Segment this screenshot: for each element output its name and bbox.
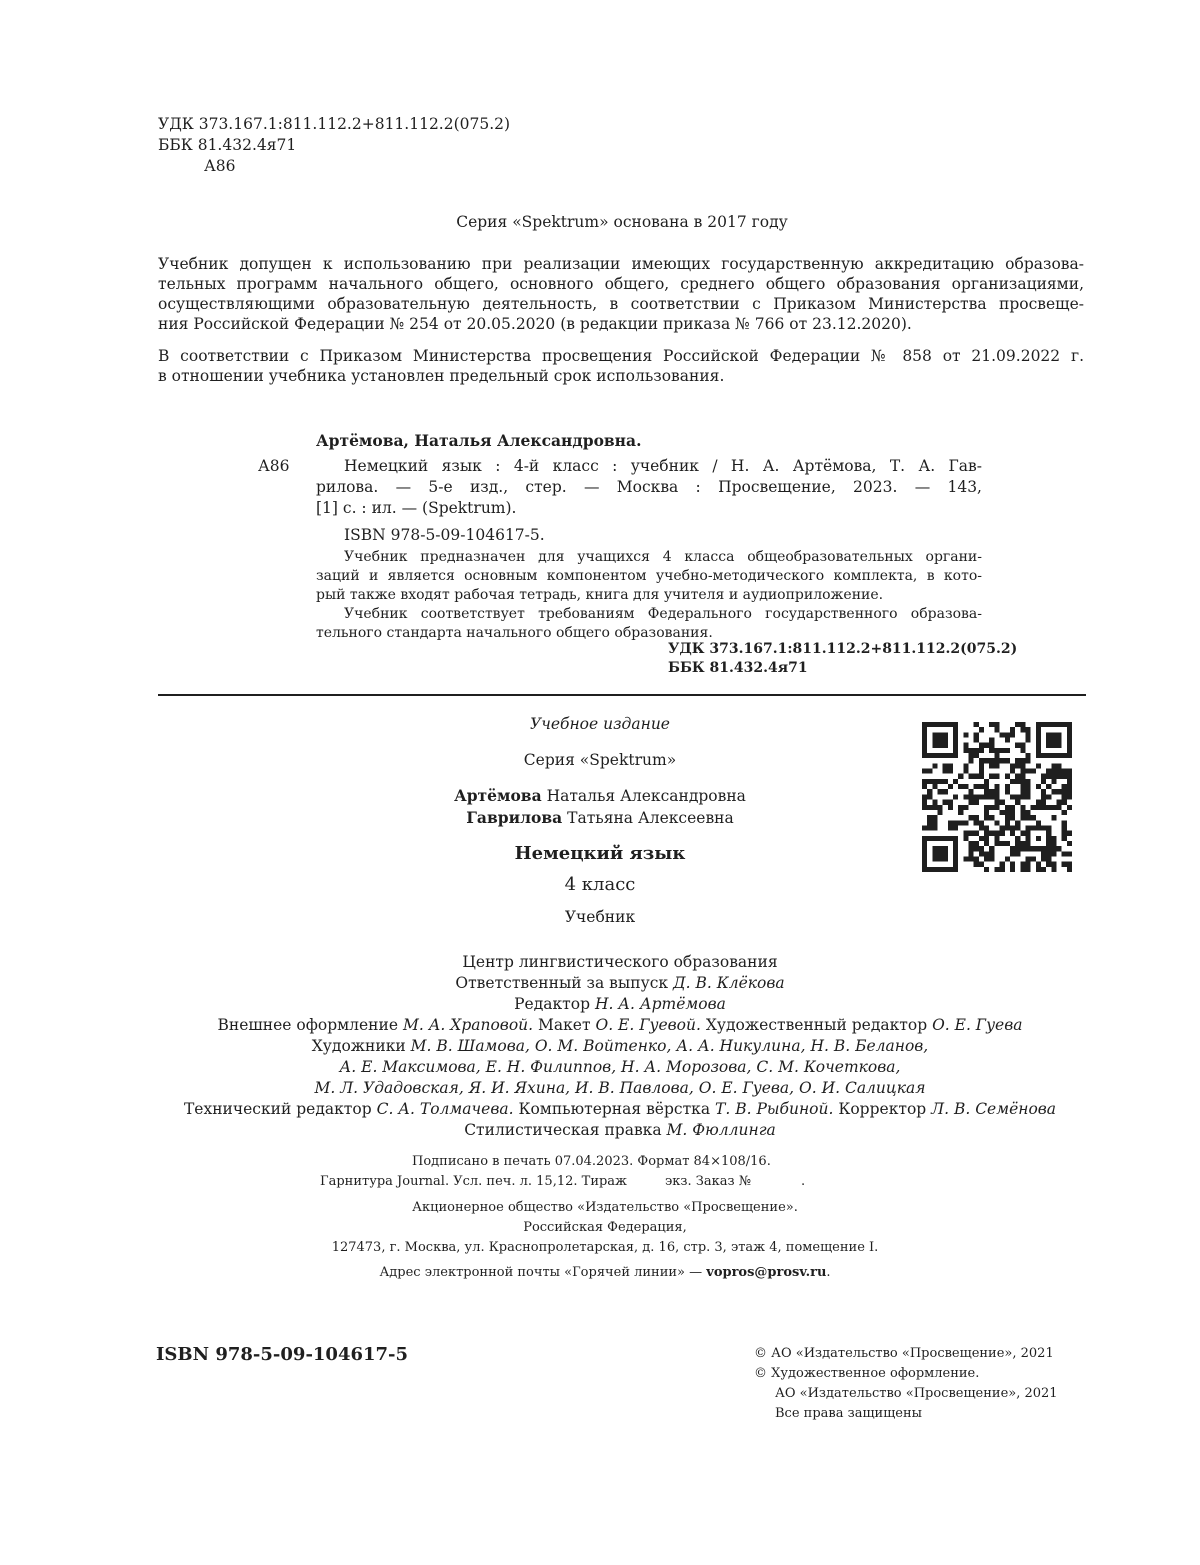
design-name: М. А. Храповой. bbox=[402, 1016, 534, 1034]
catalog-isbn-text: ISBN 978-5-09-104617-5. bbox=[344, 526, 545, 544]
style-name: М. Фюллинга bbox=[666, 1121, 776, 1139]
email-link[interactable]: vopros@prosv.ru bbox=[706, 1265, 827, 1280]
book-grade: 4 класс bbox=[564, 874, 636, 895]
author2-surname: Гаврилова bbox=[466, 808, 563, 827]
annotation-line: Учебник соответствует требованиям Федерального государственного образова- bbox=[344, 606, 982, 622]
art-editor-label: Художественный редактор bbox=[705, 1016, 928, 1034]
annotation-line: заций и является основным компонентом учебно-методического комплекта, в кото- bbox=[316, 568, 982, 584]
responsible-label: Ответственный за выпуск bbox=[455, 974, 669, 992]
author2-line bbox=[300, 807, 900, 829]
credits-design bbox=[100, 1015, 1140, 1036]
publisher-country: Российская Федерация, bbox=[523, 1220, 687, 1235]
credits bbox=[100, 952, 1140, 1141]
book-title: Немецкий язык bbox=[514, 843, 686, 864]
rights-line: Все права защищены bbox=[775, 1406, 922, 1421]
order-label: экз. Заказ № bbox=[665, 1174, 752, 1189]
artists-line: М. В. Шамова, О. М. Войтенко, А. А. Никулина, Н. В. Беланов, bbox=[410, 1037, 929, 1055]
print-run-label: Гарнитура Journal. Усл. печ. л. 15,12. Тираж bbox=[320, 1174, 628, 1189]
responsible-name: Д. В. Клёкова bbox=[673, 974, 785, 992]
style-label: Стилистическая правка bbox=[464, 1121, 662, 1139]
series-note bbox=[158, 212, 1086, 233]
catalog-bbk: ББК 81.432.4я71 bbox=[668, 660, 808, 676]
email-label: Адрес электронной почты «Горячей линии» — bbox=[379, 1265, 703, 1280]
author1-surname: Артёмова bbox=[454, 786, 542, 805]
imprint-top bbox=[300, 714, 900, 928]
print-info-line1: Подписано в печать 07.04.2023. Формат 84×108/16. bbox=[412, 1154, 771, 1169]
annotation-line: Учебник предназначен для учащихся 4 класса общеобразовательных органи- bbox=[344, 549, 982, 565]
print-info-line2 bbox=[320, 1172, 805, 1192]
publisher-address: 127473, г. Москва, ул. Краснопролетарская, д. 16, стр. 3, этаж 4, помещение I. bbox=[331, 1240, 879, 1255]
author1-name: Наталья Александровна bbox=[546, 787, 746, 805]
catalog-codes bbox=[668, 640, 1017, 678]
credits-artists bbox=[100, 1036, 1140, 1057]
catalog-isbn bbox=[344, 525, 545, 546]
artists-line: А. Е. Максимова, Е. Н. Филиппов, Н. А. Морозова, С. М. Кочеткова, bbox=[339, 1058, 901, 1076]
book-type: Учебник bbox=[564, 908, 636, 926]
copyright-line: АО «Издательство «Просвещение», 2021 bbox=[775, 1386, 1058, 1401]
catalog-description bbox=[316, 456, 982, 519]
catalog-desc-line: рилова. — 5-е изд., стер. — Москва : Просвещение, 2023. — 143, bbox=[316, 478, 982, 496]
catalog-author bbox=[316, 430, 641, 451]
catalog-mark bbox=[258, 456, 289, 477]
tech-editor-name: С. А. Толмачева. bbox=[376, 1100, 514, 1118]
term-line: в отношении учебника установлен предельный срок использования. bbox=[158, 367, 725, 385]
imprint-series: Серия «Spektrum» bbox=[523, 751, 677, 769]
qr-code bbox=[922, 722, 1072, 872]
copyright-line: © АО «Издательство «Просвещение», 2021 bbox=[754, 1346, 1054, 1361]
publisher-name: Акционерное общество «Издательство «Просвещение». bbox=[412, 1200, 798, 1215]
print-info bbox=[320, 1152, 805, 1192]
author1-line bbox=[300, 785, 900, 807]
catalog-udk: УДК 373.167.1:811.112.2+811.112.2(075.2) bbox=[668, 641, 1018, 657]
annotation-line: рый также входят рабочая тетрадь, книга для учителя и аудиоприложение. bbox=[316, 587, 884, 603]
design-label: Внешнее оформление bbox=[217, 1016, 399, 1034]
artists-label: Художники bbox=[311, 1037, 406, 1055]
credits-style bbox=[100, 1120, 1140, 1141]
catalog-annotation bbox=[316, 548, 982, 643]
header-bbk: ББК 81.432.4я71 bbox=[158, 136, 297, 154]
header-author-mark: А86 bbox=[204, 157, 236, 175]
credits-responsible bbox=[100, 973, 1140, 994]
layout-name: О. Е. Гуевой. bbox=[595, 1016, 701, 1034]
tech-editor-label: Технический редактор bbox=[183, 1100, 372, 1118]
typeset-label: Компьютерная вёрстка bbox=[518, 1100, 711, 1118]
footer-isbn bbox=[156, 1343, 408, 1367]
corrector-name: Л. В. Семёнова bbox=[931, 1100, 1057, 1118]
edition-type: Учебное издание bbox=[530, 715, 670, 733]
header-udk: УДК 373.167.1:811.112.2+811.112.2(075.2) bbox=[158, 115, 511, 133]
typeset-name: Т. В. Рыбиной. bbox=[715, 1100, 834, 1118]
email-end: . bbox=[826, 1265, 831, 1280]
term-paragraph bbox=[158, 346, 1084, 386]
divider bbox=[158, 694, 1086, 696]
annotation-line: тельного стандарта начального общего образования. bbox=[316, 625, 713, 641]
order-end: . bbox=[801, 1174, 806, 1189]
publisher-email-line bbox=[300, 1263, 910, 1283]
copyright-line: © Художественное оформление. bbox=[754, 1366, 980, 1381]
editor-name: Н. А. Артёмова bbox=[594, 995, 726, 1013]
catalog-desc-line: Немецкий язык : 4-й класс : учебник / Н. А. Артёмова, Т. А. Гав- bbox=[344, 457, 982, 475]
catalog-author-text: Артёмова, Наталья Александровна. bbox=[316, 431, 642, 450]
term-line: В соответствии с Приказом Министерства просвещения Российской Федерации № 858 от 21.09.2022 г. bbox=[158, 347, 1084, 365]
editor-label: Редактор bbox=[514, 995, 590, 1013]
footer-copyright bbox=[754, 1344, 1058, 1424]
footer-isbn-text: ISBN 978-5-09-104617-5 bbox=[156, 1344, 409, 1365]
series-note-text: Серия «Spektrum» основана в 2017 году bbox=[456, 213, 788, 231]
approval-paragraph bbox=[158, 254, 1084, 334]
credits-tech bbox=[100, 1099, 1140, 1120]
artists-line: М. Л. Удадовская, Я. И. Яхина, И. В. Павлова, О. Е. Гуева, О. И. Салицкая bbox=[314, 1079, 926, 1097]
author2-name: Татьяна Алексеевна bbox=[567, 809, 734, 827]
art-editor-name: О. Е. Гуева bbox=[932, 1016, 1023, 1034]
catalog-mark-text: А86 bbox=[258, 457, 290, 475]
header-codes bbox=[158, 114, 510, 177]
corrector-label: Корректор bbox=[838, 1100, 927, 1118]
credits-center: Центр лингвистического образования bbox=[462, 953, 778, 971]
approval-line: тельных программ начального общего, основного общего, среднего общего образования организациями, bbox=[158, 275, 1084, 293]
approval-line: Учебник допущен к использованию при реализации имеющих государственную аккредитацию образова- bbox=[158, 255, 1084, 273]
catalog-desc-line: [1] с. : ил. — (Spektrum). bbox=[316, 499, 517, 517]
approval-line: ния Российской Федерации № 254 от 20.05.2020 (в редакции приказа № 766 от 23.12.2020). bbox=[158, 315, 912, 333]
approval-line: осуществляющими образовательную деятельность, в соответствии с Приказом Министерства просвеще- bbox=[158, 295, 1084, 313]
layout-label: Макет bbox=[538, 1016, 591, 1034]
publisher bbox=[300, 1198, 910, 1283]
credits-editor bbox=[100, 994, 1140, 1015]
